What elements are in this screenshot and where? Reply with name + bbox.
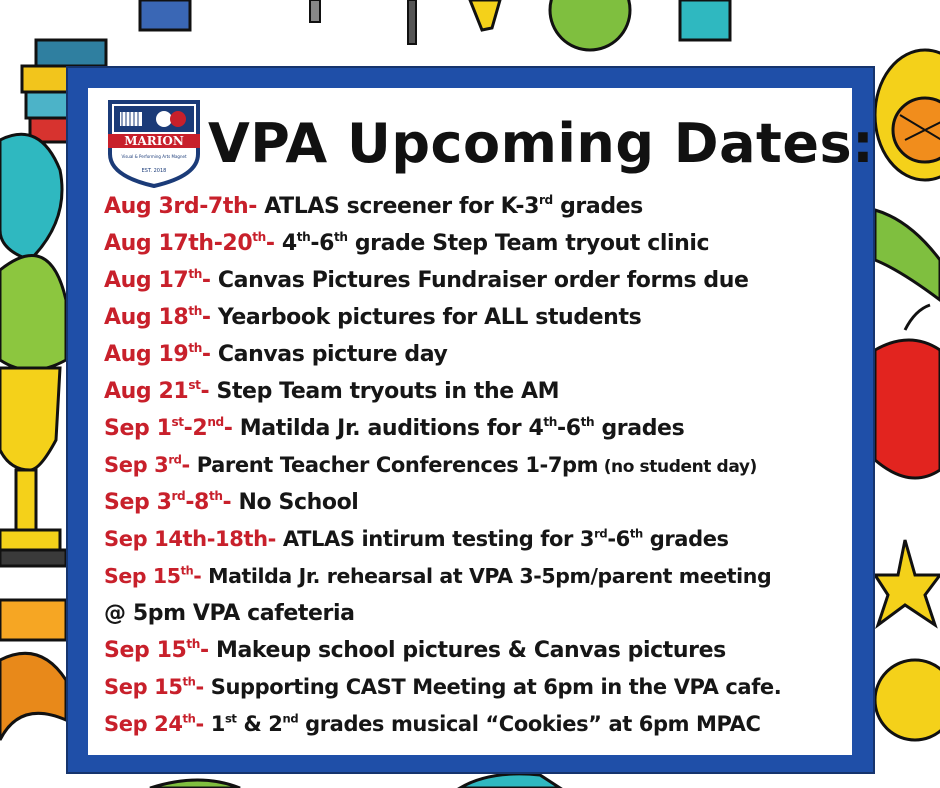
event-description: Matilda Jr. rehearsal at VPA 3-5pm/parent meeting	[201, 564, 772, 588]
event-row	[104, 225, 844, 262]
event-date: Aug 17th-20th-	[104, 229, 275, 256]
event-row	[104, 447, 844, 484]
event-row	[104, 706, 844, 743]
green-leaf-icon	[875, 210, 940, 300]
events-list	[104, 188, 844, 743]
svg-text:EST. 2018: EST. 2018	[141, 168, 167, 174]
event-date: Aug 17th-	[104, 266, 211, 293]
pen-icon	[310, 0, 320, 22]
event-date: Aug 21st-	[104, 377, 210, 404]
blue-marker-icon	[140, 0, 190, 30]
event-row	[104, 336, 844, 373]
event-date: Sep 3rd-8th-	[104, 488, 232, 515]
bottom-green-shape-icon	[150, 780, 240, 788]
pencil-icon	[470, 0, 500, 30]
event-row	[104, 299, 844, 336]
event-description: 1st & 2nd grades musical “Cookies” at 6pm MPAC	[203, 711, 761, 736]
event-description: Step Team tryouts in the AM	[209, 379, 560, 404]
apple-icon	[875, 305, 940, 478]
event-description: Makeup school pictures & Canvas pictures	[208, 638, 726, 663]
event-row	[104, 262, 844, 299]
event-description: Parent Teacher Conferences 1-7pm (no student day)	[189, 453, 757, 477]
event-row	[104, 373, 844, 410]
event-description: @ 5pm VPA cafeteria	[104, 601, 355, 626]
svg-text:Visual & Performing Arts Magne: Visual & Performing Arts Magnet	[121, 154, 187, 159]
event-date: Sep 15th-	[104, 674, 204, 699]
event-row	[104, 521, 844, 558]
teal-cup-icon	[680, 0, 730, 40]
event-date: Sep 24th-	[104, 711, 204, 736]
event-description: ATLAS screener for K-3rd grades	[256, 192, 643, 219]
brush-icon	[408, 0, 416, 44]
event-row	[104, 632, 844, 669]
event-row	[104, 410, 844, 447]
event-description: Yearbook pictures for ALL students	[210, 305, 642, 330]
event-date: Sep 14th-18th-	[104, 527, 276, 551]
bottom-teal-shape-icon	[460, 774, 560, 788]
event-date: Sep 15th-	[104, 636, 209, 663]
event-date: Aug 19th-	[104, 340, 211, 367]
green-shape-icon	[0, 255, 66, 370]
green-ball-icon	[550, 0, 630, 50]
star-icon	[875, 540, 940, 625]
event-row-continuation	[104, 595, 844, 632]
event-description: Matilda Jr. auditions for 4th-6th grades	[232, 414, 685, 441]
page-title: VPA Upcoming Dates:	[208, 112, 875, 175]
trophy-icon	[0, 368, 66, 566]
event-description: 4th-6th grade Step Team tryout clinic	[274, 229, 710, 256]
event-row	[104, 558, 844, 595]
event-row	[104, 188, 844, 225]
event-description: Canvas Pictures Fundraiser order forms due	[210, 268, 749, 293]
event-description: ATLAS intirum testing for 3rd-6th grades	[275, 526, 729, 551]
yellow-ball-icon	[875, 660, 940, 740]
sunflower-icon	[875, 50, 940, 180]
event-date: Sep 15th-	[104, 564, 202, 588]
event-row	[104, 484, 844, 521]
event-row	[104, 669, 844, 706]
marion-vpa-logo	[104, 98, 204, 188]
teal-leaf-icon	[0, 134, 62, 260]
event-description: No School	[231, 490, 359, 515]
event-date: Sep 1st-2nd-	[104, 414, 233, 441]
event-date: Sep 3rd-	[104, 452, 190, 477]
ruler-icon	[0, 600, 66, 740]
event-description: Supporting CAST Meeting at 6pm in the VPA cafe.	[203, 675, 782, 699]
event-date: Aug 18th-	[104, 303, 211, 330]
event-description: Canvas picture day	[210, 342, 448, 367]
svg-text:MARION: MARION	[124, 134, 184, 148]
event-date: Aug 3rd-7th-	[104, 194, 257, 219]
